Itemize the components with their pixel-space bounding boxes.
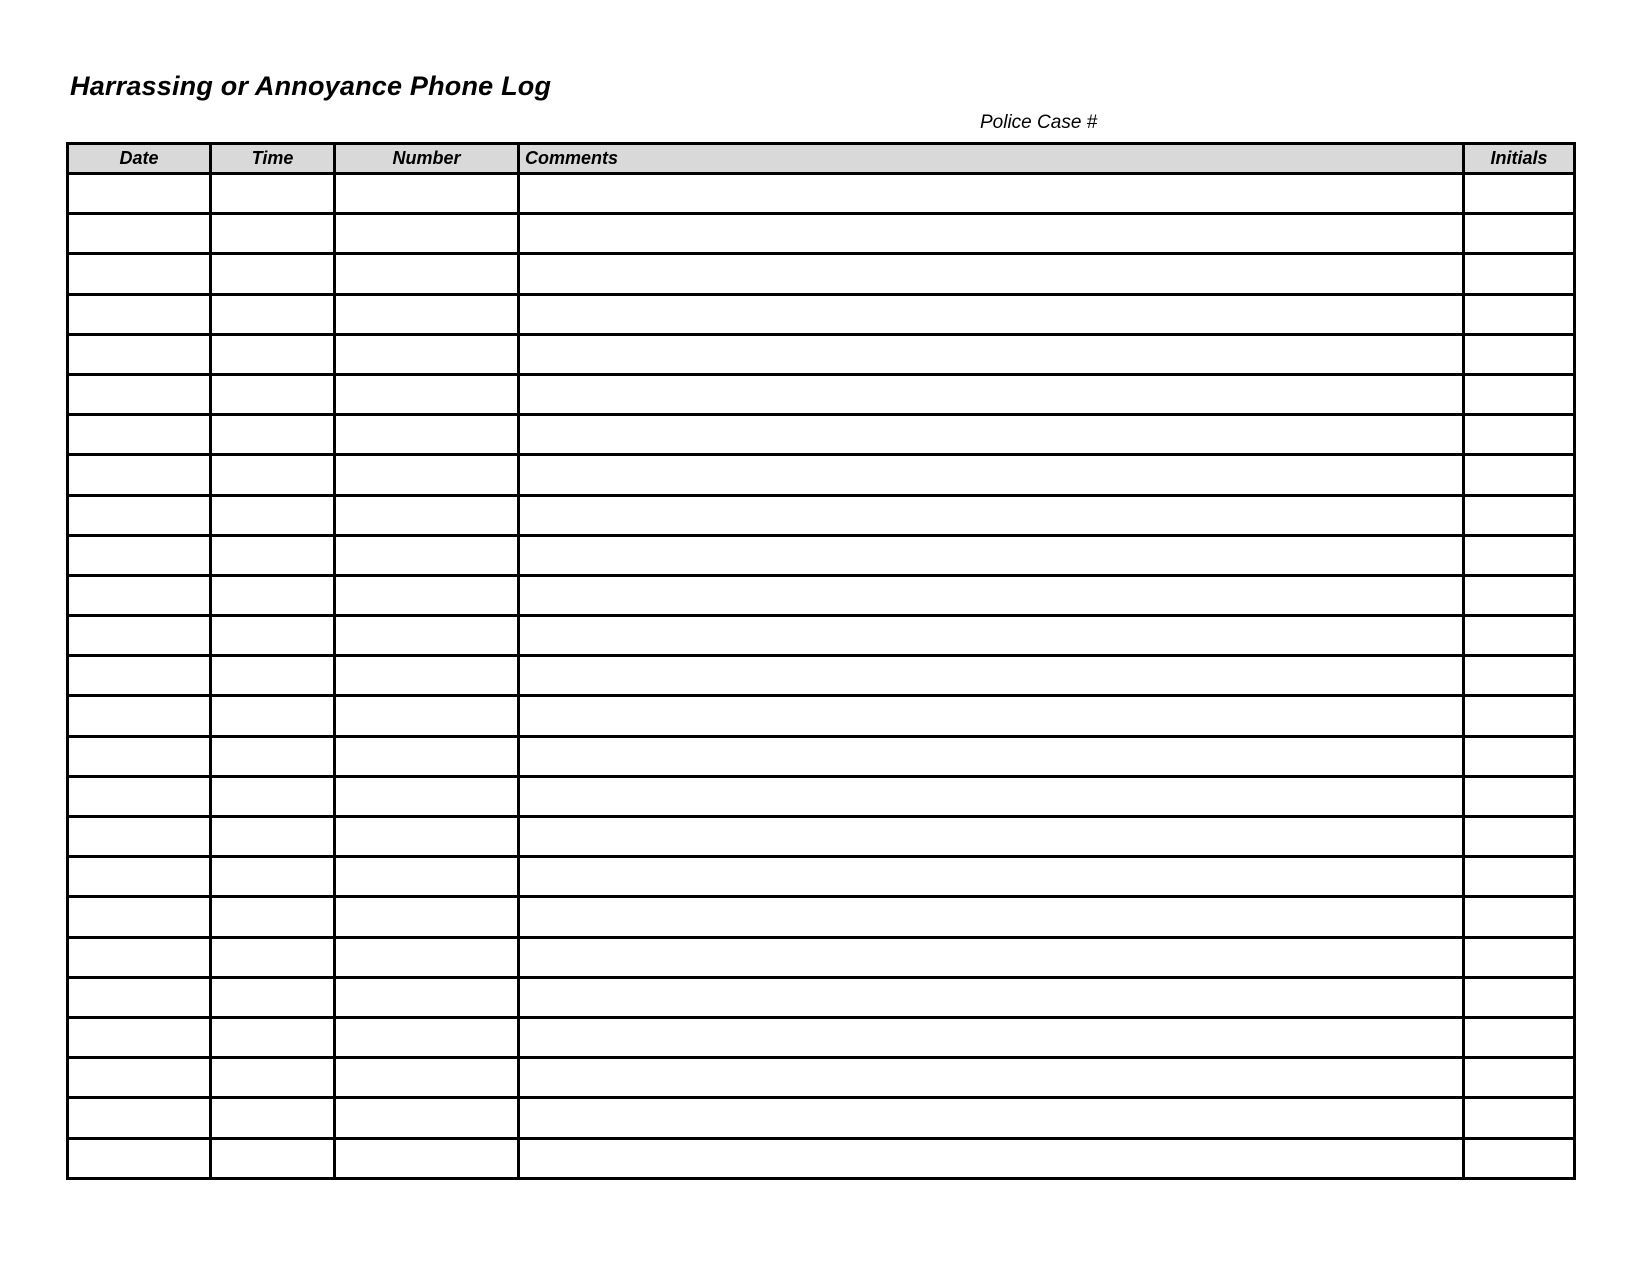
cell-comments	[519, 857, 1464, 897]
cell-initials	[1464, 776, 1575, 816]
cell-number	[335, 254, 519, 294]
cell-initials	[1464, 415, 1575, 455]
cell-date	[68, 535, 211, 575]
cell-initials	[1464, 535, 1575, 575]
cell-comments	[519, 977, 1464, 1017]
cell-date	[68, 294, 211, 334]
cell-number	[335, 937, 519, 977]
cell-initials	[1464, 1017, 1575, 1057]
cell-comments	[519, 575, 1464, 615]
table-row	[68, 415, 1575, 455]
cell-time	[211, 977, 335, 1017]
cell-comments	[519, 696, 1464, 736]
cell-comments	[519, 334, 1464, 374]
cell-number	[335, 897, 519, 937]
cell-comments	[519, 535, 1464, 575]
cell-comments	[519, 214, 1464, 254]
cell-time	[211, 495, 335, 535]
table-row	[68, 254, 1575, 294]
table-row	[68, 575, 1575, 615]
cell-initials	[1464, 696, 1575, 736]
cell-comments	[519, 455, 1464, 495]
cell-time	[211, 696, 335, 736]
cell-number	[335, 817, 519, 857]
cell-date	[68, 1138, 211, 1178]
cell-time	[211, 937, 335, 977]
cell-initials	[1464, 1098, 1575, 1138]
cell-date	[68, 214, 211, 254]
cell-comments	[519, 656, 1464, 696]
header-cell-number: Number	[335, 144, 519, 174]
cell-comments	[519, 616, 1464, 656]
cell-comments	[519, 495, 1464, 535]
table-row	[68, 1138, 1575, 1178]
cell-comments	[519, 937, 1464, 977]
cell-number	[335, 1017, 519, 1057]
table-row	[68, 374, 1575, 414]
cell-comments	[519, 254, 1464, 294]
cell-date	[68, 455, 211, 495]
cell-initials	[1464, 334, 1575, 374]
cell-number	[335, 1098, 519, 1138]
cell-number	[335, 696, 519, 736]
cell-number	[335, 535, 519, 575]
table-row	[68, 294, 1575, 334]
cell-initials	[1464, 817, 1575, 857]
cell-comments	[519, 374, 1464, 414]
cell-number	[335, 334, 519, 374]
cell-time	[211, 616, 335, 656]
cell-time	[211, 575, 335, 615]
page-title: Harrassing or Annoyance Phone Log	[70, 71, 552, 101]
cell-number	[335, 857, 519, 897]
cell-date	[68, 334, 211, 374]
cell-comments	[519, 1017, 1464, 1057]
table-row	[68, 817, 1575, 857]
cell-date	[68, 1017, 211, 1057]
cell-number	[335, 656, 519, 696]
cell-number	[335, 616, 519, 656]
cell-initials	[1464, 254, 1575, 294]
table-row	[68, 535, 1575, 575]
header-cell-date: Date	[68, 144, 211, 174]
cell-initials	[1464, 857, 1575, 897]
cell-time	[211, 1138, 335, 1178]
cell-number	[335, 495, 519, 535]
cell-initials	[1464, 977, 1575, 1017]
cell-comments	[519, 1058, 1464, 1098]
cell-date	[68, 1098, 211, 1138]
table-row	[68, 696, 1575, 736]
table-row	[68, 897, 1575, 937]
table-row	[68, 616, 1575, 656]
cell-number	[335, 1138, 519, 1178]
cell-time	[211, 294, 335, 334]
cell-date	[68, 897, 211, 937]
cell-initials	[1464, 575, 1575, 615]
table-row	[68, 1058, 1575, 1098]
cell-initials	[1464, 374, 1575, 414]
table-row	[68, 977, 1575, 1017]
cell-time	[211, 415, 335, 455]
cell-time	[211, 455, 335, 495]
cell-initials	[1464, 174, 1575, 214]
cell-number	[335, 415, 519, 455]
cell-date	[68, 254, 211, 294]
cell-date	[68, 495, 211, 535]
cell-number	[335, 977, 519, 1017]
cell-time	[211, 174, 335, 214]
cell-initials	[1464, 1058, 1575, 1098]
cell-comments	[519, 817, 1464, 857]
cell-date	[68, 696, 211, 736]
cell-comments	[519, 174, 1464, 214]
cell-initials	[1464, 495, 1575, 535]
cell-time	[211, 1058, 335, 1098]
cell-comments	[519, 1098, 1464, 1138]
cell-date	[68, 656, 211, 696]
cell-initials	[1464, 294, 1575, 334]
table-row	[68, 776, 1575, 816]
cell-number	[335, 776, 519, 816]
cell-initials	[1464, 736, 1575, 776]
cell-time	[211, 1098, 335, 1138]
table-row	[68, 1017, 1575, 1057]
cell-time	[211, 656, 335, 696]
table-row	[68, 174, 1575, 214]
cell-initials	[1464, 656, 1575, 696]
table-row	[68, 495, 1575, 535]
cell-time	[211, 817, 335, 857]
cell-date	[68, 817, 211, 857]
cell-number	[335, 214, 519, 254]
phone-log-table	[66, 142, 1576, 1180]
cell-time	[211, 374, 335, 414]
cell-date	[68, 374, 211, 414]
cell-time	[211, 857, 335, 897]
cell-time	[211, 736, 335, 776]
cell-number	[335, 575, 519, 615]
cell-date	[68, 857, 211, 897]
cell-date	[68, 736, 211, 776]
police-case-label: Police Case #	[980, 112, 1098, 133]
table-row	[68, 857, 1575, 897]
table-row	[68, 937, 1575, 977]
cell-comments	[519, 1138, 1464, 1178]
table-row	[68, 736, 1575, 776]
cell-initials	[1464, 616, 1575, 656]
header-cell-comments: Comments	[519, 144, 1464, 174]
table-row	[68, 1098, 1575, 1138]
cell-time	[211, 214, 335, 254]
cell-date	[68, 616, 211, 656]
cell-initials	[1464, 897, 1575, 937]
cell-number	[335, 736, 519, 776]
cell-number	[335, 174, 519, 214]
cell-time	[211, 254, 335, 294]
cell-number	[335, 294, 519, 334]
cell-number	[335, 455, 519, 495]
cell-initials	[1464, 1138, 1575, 1178]
cell-initials	[1464, 214, 1575, 254]
cell-date	[68, 977, 211, 1017]
header-cell-time: Time	[211, 144, 335, 174]
cell-comments	[519, 897, 1464, 937]
cell-initials	[1464, 455, 1575, 495]
cell-time	[211, 897, 335, 937]
cell-date	[68, 776, 211, 816]
cell-date	[68, 415, 211, 455]
cell-time	[211, 776, 335, 816]
table-row	[68, 334, 1575, 374]
table-row	[68, 455, 1575, 495]
cell-comments	[519, 776, 1464, 816]
cell-date	[68, 1058, 211, 1098]
cell-time	[211, 1017, 335, 1057]
log-table-body	[68, 174, 1575, 1179]
cell-comments	[519, 736, 1464, 776]
cell-date	[68, 575, 211, 615]
table-row	[68, 656, 1575, 696]
header-cell-initials: Initials	[1464, 144, 1575, 174]
cell-comments	[519, 415, 1464, 455]
cell-time	[211, 334, 335, 374]
cell-initials	[1464, 937, 1575, 977]
header-row	[68, 144, 1575, 174]
table-row	[68, 214, 1575, 254]
cell-comments	[519, 294, 1464, 334]
cell-date	[68, 174, 211, 214]
cell-time	[211, 535, 335, 575]
cell-number	[335, 1058, 519, 1098]
cell-number	[335, 374, 519, 414]
cell-date	[68, 937, 211, 977]
